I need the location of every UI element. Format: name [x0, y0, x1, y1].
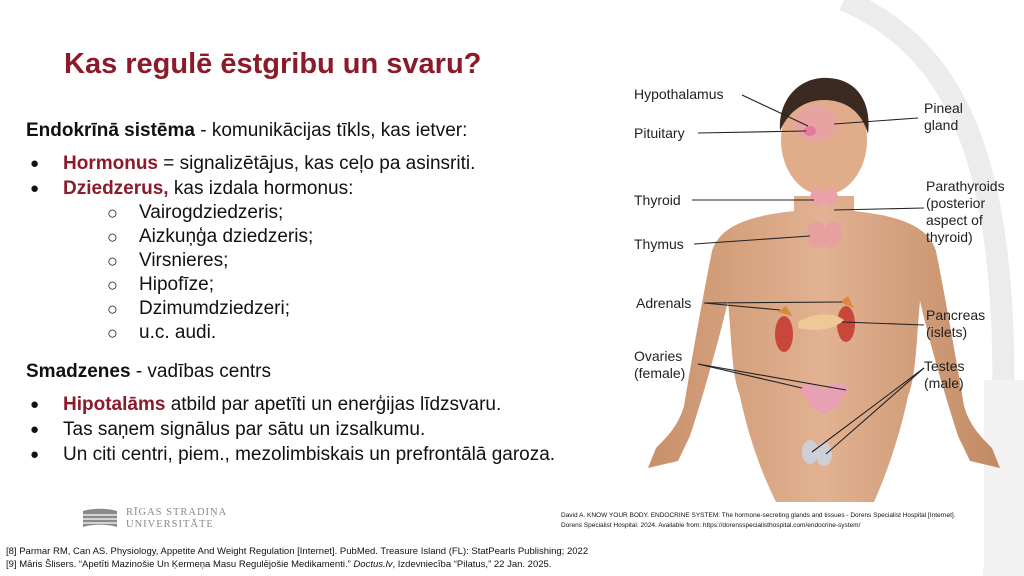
list-item: ● Hipotalāms atbild par apetīti un enerģijas līdzsvaru.	[26, 392, 616, 417]
label-pancreas: Pancreas (islets)	[926, 307, 986, 340]
brain-heading: Smadzenes - vadības centrs	[26, 361, 271, 382]
slide-content	[26, 118, 616, 467]
gland-item: ○ Aizkuņģa dziedzeris;	[103, 225, 616, 249]
label-testes: Testes (male)	[924, 358, 965, 391]
references	[6, 545, 588, 571]
reference-9: [9] Māris Šlisers. “Apetīti Mazinošie Un Ķermeņa Masu Regulējošie Medikamenti.” Doctus.lv, Izdevniecība “Pilatus,” 22 Jan. 2025.	[6, 559, 552, 570]
figure-credit: David A. KNOW YOUR BODY. ENDOCRINE SYSTEM: The hormone-secreting glands and tissues - Dorens Specialist Hospital [Internet]. Dorens Specialist Hospital. 2024. Available from: https://dorensspecialisthospital.com/endocrine-system/	[561, 512, 956, 529]
body-illustration	[628, 76, 1024, 502]
reference-8: [8] Parmar RM, Can AS. Physiology, Appetite And Weight Regulation [Internet]. PubMed. Treasure Island (FL): StatPearls Publishing; 2022	[6, 546, 589, 557]
gland-item: ○ u.c. audi.	[103, 321, 616, 345]
endocrine-list	[26, 151, 616, 345]
label-parathyroids: Parathyroids (posterior aspect of thyroid)	[926, 178, 1005, 245]
label-thyroid: Thyroid	[634, 192, 681, 208]
logo-line1: RĪGAS STRADIŅA	[126, 507, 228, 518]
endocrine-heading: Endokrīnā sistēma - komunikācijas tīkls, kas ietver:	[26, 120, 468, 141]
endocrine-figure	[628, 76, 1024, 502]
gland-item: ○ Dzimumdziedzeri;	[103, 297, 616, 321]
gland-item: ○ Virsnieres;	[103, 249, 616, 273]
label-adrenals: Adrenals	[636, 295, 692, 311]
list-item: ● Un citi centri, piem., mezolimbiskais un prefrontālā garoza.	[26, 442, 616, 467]
rsu-logo	[82, 507, 227, 531]
rsu-emblem-icon	[82, 507, 118, 531]
brain-list	[26, 392, 616, 467]
label-pineal: Pineal gland	[924, 100, 963, 133]
list-item: ● Hormonus = signalizētājus, kas ceļo pa asinsriti.	[26, 151, 616, 176]
label-ovaries: Ovaries (female)	[634, 348, 686, 381]
label-hypothalamus: Hypothalamus	[634, 86, 724, 102]
gland-item: ○ Hipofīze;	[103, 273, 616, 297]
logo-line2: UNIVERSITĀTE	[126, 519, 214, 530]
gland-item: ○ Vairogdziedzeris;	[103, 201, 616, 225]
label-thymus: Thymus	[634, 236, 684, 252]
label-pituitary: Pituitary	[634, 125, 685, 141]
list-item: ● Tas saņem signālus par sātu un izsalkumu.	[26, 417, 616, 442]
list-item: ● Dziedzerus, kas izdala hormonus: ○ Vairogdziedzeris; ○ Aizkuņģa dziedzeris; ○ Virsnieres; ○ Hipofīze; ○ Dzimumdziedzeri; ○ u.c. audi.	[26, 176, 616, 345]
slide-title: Kas regulē ēstgribu un svaru?	[64, 48, 482, 80]
gland-list	[63, 201, 616, 345]
